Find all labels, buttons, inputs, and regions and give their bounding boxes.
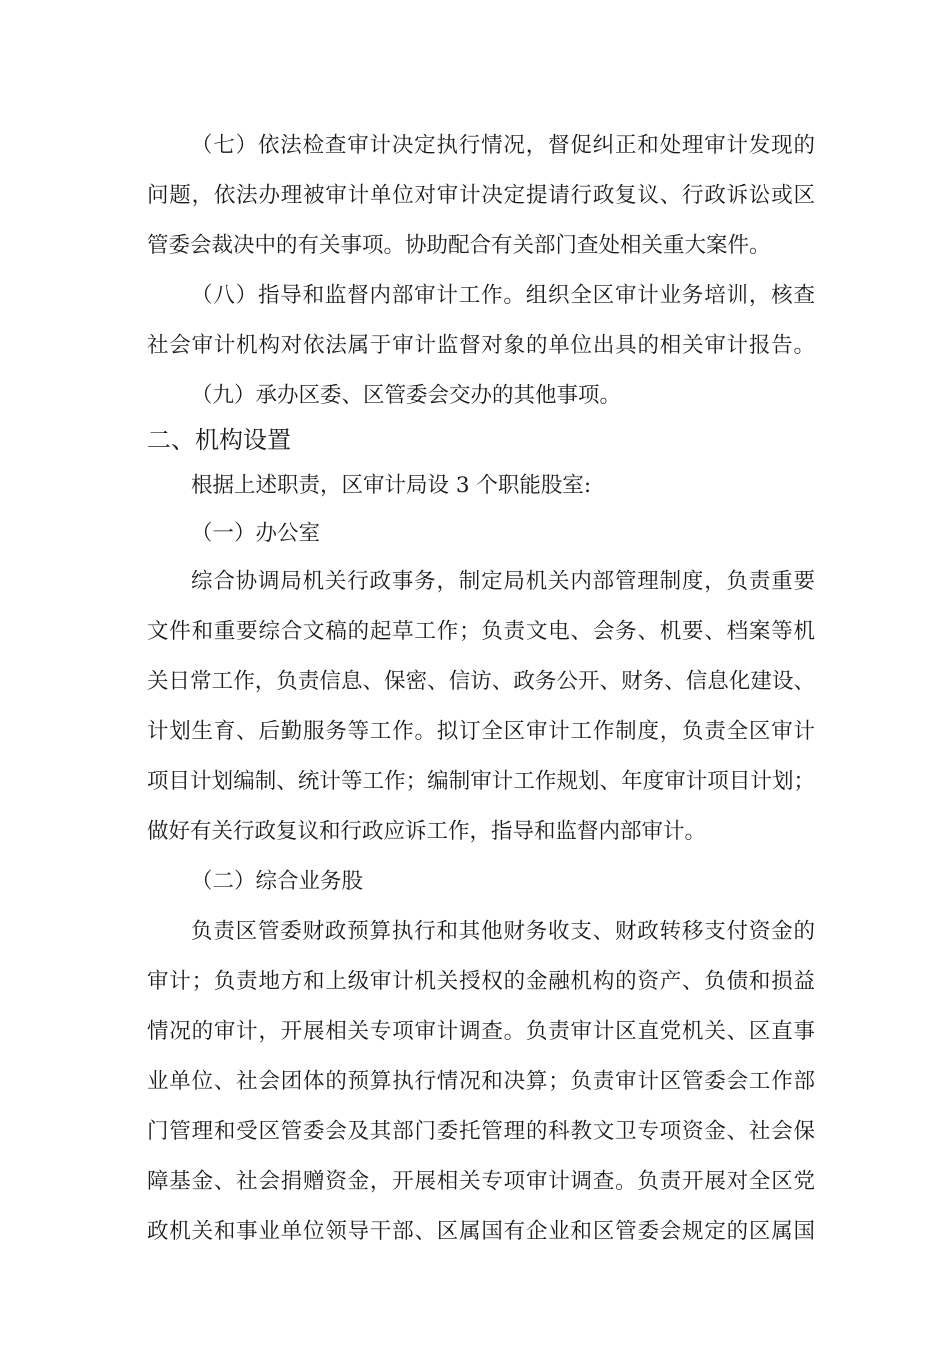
subsection-heading: （二）综合业务股: [191, 869, 364, 894]
paragraph-line: 管委会裁决中的有关事项。协助配合有关部门查处相关重大案件。: [147, 233, 771, 258]
paragraph-line: （九）承办区委、区管委会交办的其他事项。: [191, 383, 622, 408]
paragraph-line: 负责区管委财政预算执行和其他财务收支、财政转移支付资金的: [191, 919, 815, 944]
paragraph-line: 关日常工作，负责信息、保密、信访、政务公开、财务、信息化建设、: [147, 669, 815, 694]
paragraph-line: 问题，依法办理被审计单位对审计决定提请行政复议、行政诉讼或区: [147, 183, 815, 208]
paragraph-line: （八）指导和监督内部审计工作。组织全区审计业务培训，核查: [191, 283, 815, 308]
paragraph-line: 综合协调局机关行政事务，制定局机关内部管理制度，负责重要: [191, 569, 815, 594]
paragraph-line: 障基金、社会捐赠资金，开展相关专项审计调查。负责开展对全区党: [147, 1169, 815, 1194]
paragraph-line: 根据上述职责，区审计局设 3 个职能股室:: [191, 473, 592, 498]
paragraph-line: 情况的审计，开展相关专项审计调查。负责审计区直党机关、区直事: [147, 1019, 815, 1044]
paragraph-line: 文件和重要综合文稿的起草工作；负责文电、会务、机要、档案等机: [147, 619, 815, 644]
paragraph-line: （七）依法检查审计决定执行情况，督促纠正和处理审计发现的: [191, 133, 815, 158]
paragraph-line: 社会审计机构对依法属于审计监督对象的单位出具的相关审计报告。: [147, 333, 815, 358]
paragraph-line: 审计；负责地方和上级审计机关授权的金融机构的资产、负债和损益: [147, 969, 815, 994]
paragraph-line: 项目计划编制、统计等工作；编制审计工作规划、年度审计项目计划；: [147, 769, 815, 794]
section-heading: 二、机构设置: [147, 426, 291, 454]
paragraph-line: 做好有关行政复议和行政应诉工作，指导和监督内部审计。: [147, 819, 707, 844]
paragraph-line: 门管理和受区管委会及其部门委托管理的科教文卫专项资金、社会保: [147, 1119, 815, 1144]
paragraph-line: 政机关和事业单位领导干部、区属国有企业和区管委会规定的区属国: [147, 1219, 815, 1244]
subsection-heading: （一）办公室: [191, 521, 321, 546]
paragraph-line: 业单位、社会团体的预算执行情况和决算；负责审计区管委会工作部: [147, 1069, 815, 1094]
paragraph-line: 计划生育、后勤服务等工作。拟订全区审计工作制度，负责全区审计: [147, 719, 815, 744]
